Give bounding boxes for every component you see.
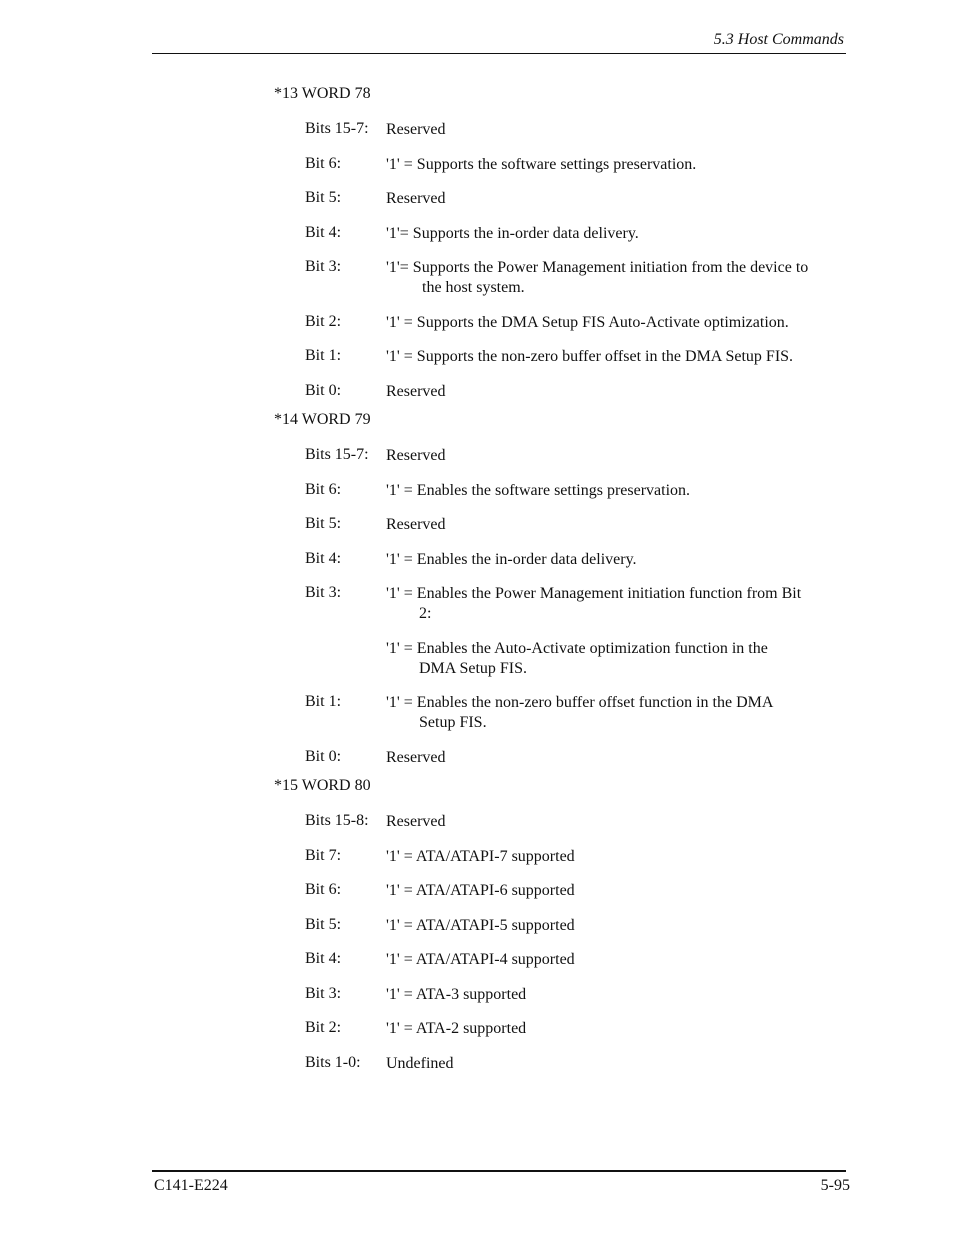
description-line: '1' = ATA/ATAPI-4 supported [386, 951, 575, 968]
bit-description [386, 693, 848, 733]
bit-label: Bit 3: [305, 984, 342, 1002]
description-line: Reserved [386, 382, 446, 400]
bit-label: Bits 15-8: [305, 812, 369, 829]
bit-description [386, 584, 848, 624]
page-number: 5-95 [820, 1177, 850, 1194]
description-line: Reserved [386, 447, 446, 464]
bit-description [386, 313, 848, 333]
bit-description [386, 748, 848, 768]
bit-description [386, 550, 848, 570]
description-line: Reserved [386, 813, 446, 830]
description-line: '1' = Supports the non-zero buffer offset in the DMA Setup FIS. [386, 348, 794, 365]
description-line: '1' = Supports the software settings preservation. [386, 155, 697, 173]
description-line: Undefined [386, 1054, 454, 1072]
description-line: '1' = ATA/ATAPI-5 supported [386, 916, 575, 934]
bit-description [386, 446, 848, 466]
bit-label: Bits 15-7: [305, 446, 369, 463]
bit-label: Bit 5: [305, 189, 342, 206]
description-line: Reserved [386, 190, 446, 207]
bit-label: Bit 4: [305, 223, 342, 241]
bit-label: Bit 2: [305, 312, 342, 330]
document-id: C141-E224 [154, 1177, 228, 1194]
running-header: 5.3 Host Commands [713, 31, 844, 48]
bit-label: Bit 3: [305, 258, 342, 275]
bit-description [386, 847, 848, 867]
header-rule [152, 53, 846, 54]
word-heading: *13 WORD 78 [274, 85, 371, 102]
word-heading: *14 WORD 79 [274, 411, 371, 428]
bit-label: Bit 4: [305, 549, 342, 567]
bit-label: Bit 0: [305, 747, 342, 765]
bit-description [386, 382, 848, 402]
bit-description [386, 155, 848, 175]
bit-label: Bit 6: [305, 480, 342, 498]
description-line: DMA Setup FIS. [419, 659, 528, 677]
bit-label: Bit 6: [305, 154, 342, 172]
bit-description [386, 347, 848, 367]
bit-description [386, 639, 848, 679]
description-line: '1'= Supports the in-order data delivery. [386, 224, 639, 242]
bit-label: Bit 7: [305, 846, 342, 864]
description-line: Reserved [386, 121, 446, 138]
description-line: '1' = Enables the Power Management initiation function from Bit [386, 585, 802, 602]
description-line: '1' = ATA/ATAPI-6 supported [386, 882, 575, 899]
bit-label: Bit 2: [305, 1019, 342, 1036]
bit-label: Bits 15-7: [305, 120, 369, 137]
bit-label: Bit 1: [305, 693, 342, 710]
description-line: '1' = ATA-2 supported [386, 1020, 527, 1037]
bit-description [386, 515, 848, 535]
description-line: '1' = Supports the DMA Setup FIS Auto-Activate optimization. [386, 313, 789, 331]
bit-description [386, 189, 848, 209]
bit-label: Bit 5: [305, 515, 342, 532]
bit-label: Bit 0: [305, 381, 342, 399]
description-line: 2: [419, 605, 432, 622]
description-line: '1'= Supports the Power Management initiation from the device to [386, 259, 809, 276]
word-heading: *15 WORD 80 [274, 777, 371, 794]
description-line: Reserved [386, 748, 446, 766]
description-line: '1' = ATA/ATAPI-7 supported [386, 847, 575, 865]
bit-description [386, 224, 848, 244]
bit-label: Bit 3: [305, 584, 342, 601]
bit-label: Bit 5: [305, 915, 342, 933]
bit-description [386, 1054, 848, 1074]
description-line: Reserved [386, 516, 446, 533]
bit-description [386, 120, 848, 140]
description-line: '1' = Enables the Auto-Activate optimization function in the [386, 639, 768, 657]
bit-description [386, 985, 848, 1005]
bit-description [386, 258, 848, 298]
bit-label: Bits 1-0: [305, 1053, 361, 1071]
description-line: Setup FIS. [419, 714, 487, 731]
description-line: '1' = Enables the in-order data delivery. [386, 550, 637, 568]
bit-label: Bit 1: [305, 347, 342, 364]
bit-description [386, 481, 848, 501]
footer-rule [152, 1170, 846, 1172]
bit-label: Bit 4: [305, 950, 342, 967]
description-line: '1' = Enables the software settings preservation. [386, 481, 691, 499]
description-line: '1' = ATA-3 supported [386, 985, 527, 1003]
bit-description [386, 950, 848, 970]
bit-description [386, 812, 848, 832]
bit-description [386, 881, 848, 901]
description-line: the host system. [422, 279, 525, 296]
bit-label: Bit 6: [305, 881, 342, 898]
description-line: '1' = Enables the non-zero buffer offset function in the DMA [386, 694, 774, 711]
bit-description [386, 1019, 848, 1039]
bit-description [386, 916, 848, 936]
